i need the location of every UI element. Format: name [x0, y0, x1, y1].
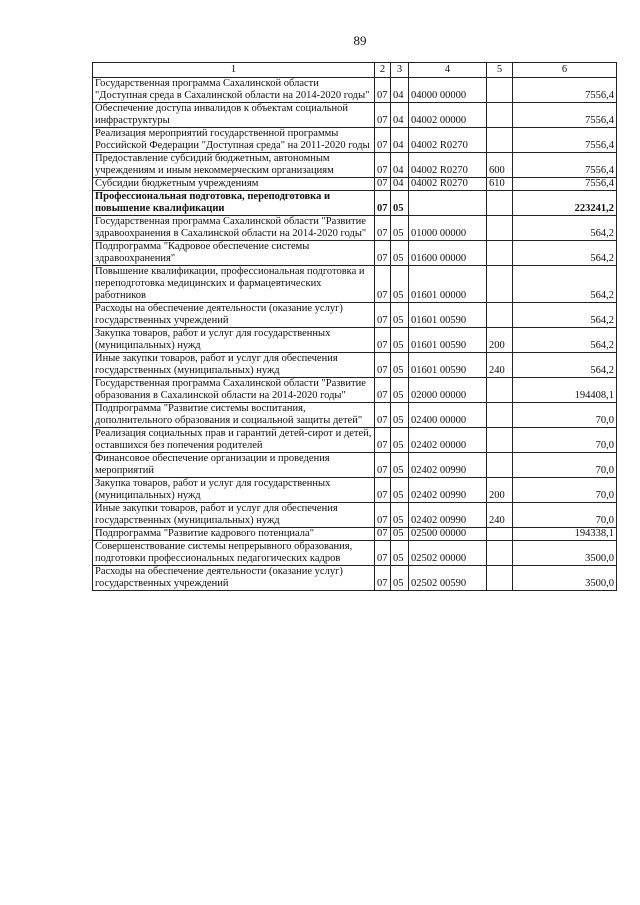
row-section-cell: 07 [375, 303, 391, 328]
row-target-article-cell: 02402 00000 [409, 428, 487, 453]
row-target-article-cell: 02402 00990 [409, 453, 487, 478]
row-name-cell: Расходы на обеспечение деятельности (оказание услуг) государственных учреждений [93, 303, 375, 328]
row-amount-cell: 564,2 [513, 328, 617, 353]
row-target-article-cell: 04002 R0270 [409, 153, 487, 178]
row-expense-type-cell [487, 128, 513, 153]
row-expense-type-cell [487, 541, 513, 566]
row-name-cell: Обеспечение доступа инвалидов к объектам социальной инфраструктуры [93, 103, 375, 128]
row-target-article-cell: 04002 00000 [409, 103, 487, 128]
row-expense-type-cell [487, 453, 513, 478]
row-subsection-cell: 05 [391, 428, 409, 453]
table-row [93, 266, 617, 303]
row-amount-cell: 3500,0 [513, 541, 617, 566]
row-section-cell: 07 [375, 241, 391, 266]
row-amount-cell: 70,0 [513, 453, 617, 478]
row-name-cell: Подпрограмма "Кадровое обеспечение системы здравоохранения" [93, 241, 375, 266]
row-target-article-cell: 01601 00590 [409, 353, 487, 378]
row-subsection-cell: 05 [391, 353, 409, 378]
row-subsection-cell: 04 [391, 103, 409, 128]
row-name-cell: Субсидии бюджетным учреждениям [93, 178, 375, 191]
row-target-article-cell: 01601 00590 [409, 303, 487, 328]
budget-table [92, 62, 617, 591]
row-subsection-cell: 04 [391, 128, 409, 153]
row-subsection-cell: 04 [391, 78, 409, 103]
row-amount-cell: 7556,4 [513, 103, 617, 128]
row-target-article-cell: 01601 00000 [409, 266, 487, 303]
row-target-article-cell: 02400 00000 [409, 403, 487, 428]
table-row [93, 191, 617, 216]
row-amount-cell: 194408,1 [513, 378, 617, 403]
row-subsection-cell: 05 [391, 403, 409, 428]
row-name-cell: Реализация социальных прав и гарантий детей-сирот и детей, оставшихся без попечения родителей [93, 428, 375, 453]
row-section-cell: 07 [375, 178, 391, 191]
row-expense-type-cell [487, 528, 513, 541]
table-row [93, 428, 617, 453]
row-subsection-cell: 05 [391, 266, 409, 303]
row-name-cell: Закупка товаров, работ и услуг для государственных (муниципальных) нужд [93, 478, 375, 503]
row-expense-type-cell [487, 78, 513, 103]
row-section-cell: 07 [375, 528, 391, 541]
row-amount-cell: 223241,2 [513, 191, 617, 216]
row-subsection-cell: 05 [391, 241, 409, 266]
row-subsection-cell: 05 [391, 503, 409, 528]
row-target-article-cell: 04002 R0270 [409, 178, 487, 191]
table-row [93, 128, 617, 153]
table-row [93, 378, 617, 403]
table-row [93, 353, 617, 378]
row-name-cell: Государственная программа Сахалинской области "Доступная среда в Сахалинской области на 2014-2020 годы" [93, 78, 375, 103]
row-subsection-cell: 05 [391, 191, 409, 216]
table-row [93, 453, 617, 478]
row-section-cell: 07 [375, 403, 391, 428]
row-section-cell: 07 [375, 566, 391, 591]
row-expense-type-cell [487, 378, 513, 403]
table-row [93, 566, 617, 591]
row-amount-cell: 70,0 [513, 503, 617, 528]
row-name-cell: Государственная программа Сахалинской области "Развитие образования в Сахалинской области на 2014-2020 годы" [93, 378, 375, 403]
page-number: 89 [353, 33, 367, 48]
row-expense-type-cell: 600 [487, 153, 513, 178]
row-target-article-cell: 02402 00990 [409, 478, 487, 503]
row-expense-type-cell: 610 [487, 178, 513, 191]
table-row [93, 528, 617, 541]
row-subsection-cell: 05 [391, 378, 409, 403]
row-expense-type-cell [487, 428, 513, 453]
row-name-cell: Профессиональная подготовка, переподготовка и повышение квалификации [93, 191, 375, 216]
row-target-article-cell: 02502 00000 [409, 541, 487, 566]
table-row [93, 78, 617, 103]
row-section-cell: 07 [375, 541, 391, 566]
header-col-2: 2 [375, 63, 391, 78]
row-expense-type-cell [487, 241, 513, 266]
row-expense-type-cell: 240 [487, 353, 513, 378]
row-subsection-cell: 05 [391, 453, 409, 478]
row-subsection-cell: 05 [391, 216, 409, 241]
row-target-article-cell: 02402 00990 [409, 503, 487, 528]
row-expense-type-cell [487, 566, 513, 591]
row-target-article-cell: 01000 00000 [409, 216, 487, 241]
row-amount-cell: 7556,4 [513, 78, 617, 103]
row-amount-cell: 564,2 [513, 216, 617, 241]
row-name-cell: Подпрограмма "Развитие кадрового потенциала" [93, 528, 375, 541]
row-section-cell: 07 [375, 428, 391, 453]
table-row [93, 103, 617, 128]
row-subsection-cell: 05 [391, 478, 409, 503]
row-section-cell: 07 [375, 103, 391, 128]
row-amount-cell: 70,0 [513, 478, 617, 503]
table-row [93, 216, 617, 241]
row-subsection-cell: 05 [391, 541, 409, 566]
row-expense-type-cell [487, 103, 513, 128]
table-row [93, 153, 617, 178]
row-amount-cell: 70,0 [513, 403, 617, 428]
row-expense-type-cell [487, 266, 513, 303]
row-target-article-cell: 01601 00590 [409, 328, 487, 353]
row-amount-cell: 564,2 [513, 266, 617, 303]
table-header-row [93, 63, 617, 78]
row-amount-cell: 7556,4 [513, 153, 617, 178]
row-expense-type-cell: 200 [487, 478, 513, 503]
row-target-article-cell: 04000 00000 [409, 78, 487, 103]
header-col-5: 5 [487, 63, 513, 78]
row-expense-type-cell: 200 [487, 328, 513, 353]
row-target-article-cell [409, 191, 487, 216]
table-row [93, 541, 617, 566]
row-name-cell: Государственная программа Сахалинской области "Развитие здравоохранения в Сахалинской области на 2014-2020 годы" [93, 216, 375, 241]
row-section-cell: 07 [375, 478, 391, 503]
row-name-cell: Иные закупки товаров, работ и услуг для обеспечения государственных (муниципальных) нужд [93, 503, 375, 528]
row-amount-cell: 7556,4 [513, 128, 617, 153]
row-name-cell: Повышение квалификации, профессиональная подготовка и переподготовка медицинских и фармацевтических работников [93, 266, 375, 303]
table-row [93, 328, 617, 353]
row-subsection-cell: 05 [391, 303, 409, 328]
table-row [93, 303, 617, 328]
row-amount-cell: 564,2 [513, 353, 617, 378]
row-amount-cell: 3500,0 [513, 566, 617, 591]
row-section-cell: 07 [375, 191, 391, 216]
row-section-cell: 07 [375, 328, 391, 353]
row-target-article-cell: 02502 00590 [409, 566, 487, 591]
row-target-article-cell: 04002 R0270 [409, 128, 487, 153]
row-subsection-cell: 04 [391, 153, 409, 178]
row-name-cell: Подпрограмма "Развитие системы воспитания, дополнительного образования и социальной защиты детей" [93, 403, 375, 428]
row-amount-cell: 70,0 [513, 428, 617, 453]
header-col-4: 4 [409, 63, 487, 78]
row-name-cell: Финансовое обеспечение организации и проведения мероприятий [93, 453, 375, 478]
header-col-6: 6 [513, 63, 617, 78]
row-amount-cell: 7556,4 [513, 178, 617, 191]
table-row [93, 241, 617, 266]
row-expense-type-cell [487, 403, 513, 428]
row-section-cell: 07 [375, 266, 391, 303]
row-section-cell: 07 [375, 216, 391, 241]
table-row [93, 503, 617, 528]
header-col-3: 3 [391, 63, 409, 78]
row-section-cell: 07 [375, 378, 391, 403]
row-amount-cell: 194338,1 [513, 528, 617, 541]
row-target-article-cell: 01600 00000 [409, 241, 487, 266]
row-name-cell: Реализация мероприятий государственной программы Российской Федерации "Доступная среда" на 2011-2020 годы [93, 128, 375, 153]
row-expense-type-cell: 240 [487, 503, 513, 528]
row-target-article-cell: 02000 00000 [409, 378, 487, 403]
row-amount-cell: 564,2 [513, 241, 617, 266]
table-row [93, 403, 617, 428]
row-name-cell: Совершенствование системы непрерывного образования, подготовки профессиональных педагогических кадров [93, 541, 375, 566]
row-name-cell: Предоставление субсидий бюджетным, автономным учреждениям и иным некоммерческим организациям [93, 153, 375, 178]
table-row [93, 478, 617, 503]
row-expense-type-cell [487, 191, 513, 216]
row-section-cell: 07 [375, 128, 391, 153]
row-section-cell: 07 [375, 503, 391, 528]
row-section-cell: 07 [375, 78, 391, 103]
row-subsection-cell: 05 [391, 566, 409, 591]
row-expense-type-cell [487, 216, 513, 241]
row-section-cell: 07 [375, 153, 391, 178]
row-section-cell: 07 [375, 353, 391, 378]
row-name-cell: Расходы на обеспечение деятельности (оказание услуг) государственных учреждений [93, 566, 375, 591]
table-row [93, 178, 617, 191]
row-section-cell: 07 [375, 453, 391, 478]
header-col-1: 1 [93, 63, 375, 78]
row-name-cell: Закупка товаров, работ и услуг для государственных (муниципальных) нужд [93, 328, 375, 353]
row-subsection-cell: 04 [391, 178, 409, 191]
row-subsection-cell: 05 [391, 328, 409, 353]
row-target-article-cell: 02500 00000 [409, 528, 487, 541]
row-name-cell: Иные закупки товаров, работ и услуг для обеспечения государственных (муниципальных) нужд [93, 353, 375, 378]
row-expense-type-cell [487, 303, 513, 328]
row-amount-cell: 564,2 [513, 303, 617, 328]
row-subsection-cell: 05 [391, 528, 409, 541]
